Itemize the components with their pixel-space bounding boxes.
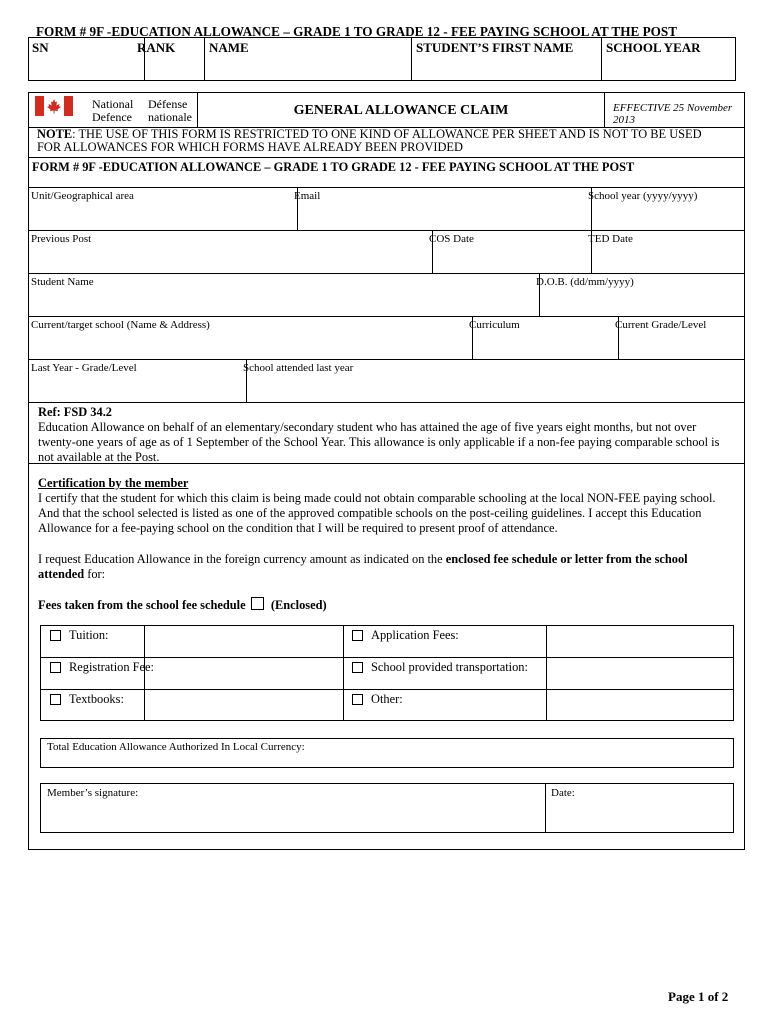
dept-defence-text: Defence — [92, 110, 132, 124]
fees-schedule-row — [38, 597, 327, 613]
row-posting — [28, 231, 745, 274]
last-year-grade-label: Last Year - Grade/Level — [31, 362, 137, 374]
dept-nationale-text: nationale — [148, 110, 192, 124]
effective-date: EFFECTIVE 25 November 2013 — [613, 102, 733, 126]
transportation-label: School provided transportation: — [371, 660, 528, 674]
dept-logo-block — [28, 92, 198, 128]
note-label: NOTE — [37, 127, 73, 141]
dob-label: D.O.B. (dd/mm/yyyy) — [536, 276, 634, 288]
fees-enclosed-checkbox[interactable] — [251, 597, 264, 610]
name-field[interactable] — [204, 38, 420, 80]
note-text-line1: : THE USE OF THIS FORM IS RESTRICTED TO ONE KIND OF ALLOWANCE PER SHEET AND IS NOT TO BE USED — [72, 127, 702, 141]
ref-heading: Ref: FSD 34.2 — [38, 405, 112, 419]
claim-title: GENERAL ALLOWANCE CLAIM — [198, 92, 605, 128]
current-grade-label: Current Grade/Level — [615, 319, 707, 331]
email-field[interactable] — [291, 188, 592, 230]
sn-label: SN — [32, 40, 49, 55]
curriculum-field[interactable] — [466, 317, 619, 359]
sn-field[interactable] — [28, 38, 152, 80]
current-school-field[interactable] — [28, 317, 473, 359]
fees-grid-divider — [343, 626, 344, 720]
name-label: NAME — [209, 40, 249, 55]
first-name-label: STUDENT’S FIRST NAME — [416, 40, 574, 55]
student-name-label: Student Name — [31, 276, 94, 288]
school-attended-label: School attended last year — [243, 362, 354, 374]
current-grade-field[interactable] — [612, 317, 751, 359]
textbooks-amount-field[interactable] — [145, 690, 343, 720]
application-fees-label: Application Fees: — [371, 628, 459, 642]
school-year-field[interactable] — [601, 38, 745, 80]
signature-row — [40, 783, 734, 833]
registration-fee-checkbox[interactable] — [50, 662, 61, 673]
tuition-label: Tuition: — [69, 628, 109, 642]
signature-field[interactable] — [41, 784, 546, 832]
dept-national-text: National — [92, 97, 134, 111]
cos-date-label: COS Date — [429, 233, 474, 245]
previous-post-field[interactable] — [28, 231, 433, 273]
tuition-amount-field[interactable] — [145, 626, 343, 657]
ted-date-label: TED Date — [588, 233, 633, 245]
row-unit-email — [28, 188, 745, 231]
school-year-input-label: School year (yyyy/yyyy) — [588, 190, 698, 202]
school-year-label: SCHOOL YEAR — [606, 40, 701, 55]
transportation-checkbox[interactable] — [352, 662, 363, 673]
ref-text-line2: twenty-one years of age as of 1 September of the School Year. This allowance is only applicable if a non-fee paying comparable school is — [38, 435, 720, 449]
form-title: FORM # 9F -EDUCATION ALLOWANCE – GRADE 1 TO GRADE 12 - FEE PAYING SCHOOL AT THE POST — [28, 158, 745, 188]
date-field[interactable] — [546, 784, 733, 832]
transportation-amount-field[interactable] — [547, 658, 733, 689]
date-label: Date: — [551, 787, 575, 799]
unit-field[interactable] — [28, 188, 298, 230]
cos-date-field[interactable] — [426, 231, 592, 273]
enclosed-label: (Enclosed) — [270, 598, 327, 612]
rank-label: RANK — [137, 40, 176, 55]
textbooks-label: Textbooks: — [69, 692, 124, 706]
top-form-title: FORM # 9F -EDUCATION ALLOWANCE – GRADE 1 TO GRADE 12 - FEE PAYING SCHOOL AT THE POST — [36, 24, 678, 39]
row-school — [28, 317, 745, 360]
textbooks-checkbox[interactable] — [50, 694, 61, 705]
school-attended-field[interactable] — [240, 360, 751, 402]
dept-name-fr — [148, 98, 192, 124]
email-label: Email — [294, 190, 321, 202]
other-label: Other: — [371, 692, 403, 706]
other-amount-field[interactable] — [547, 690, 733, 720]
current-school-label: Current/target school (Name & Address) — [31, 319, 210, 331]
claim-header — [28, 92, 745, 128]
tuition-checkbox[interactable] — [50, 630, 61, 641]
request-statement — [38, 552, 738, 582]
school-year-input[interactable] — [585, 188, 751, 230]
request-bold: enclosed fee schedule or letter from the school — [445, 552, 688, 566]
certification-line2: And that the school selected is listed as one of the approved compatible schools on the post-ceiling guidelines. I accept this Education — [38, 506, 702, 520]
application-fees-checkbox[interactable] — [352, 630, 363, 641]
dept-defense-text: Défense — [148, 97, 188, 111]
fees-grid — [40, 625, 734, 721]
signature-label: Member’s signature: — [47, 787, 139, 799]
member-id-table — [28, 37, 736, 81]
registration-fee-label: Registration Fee: — [69, 660, 154, 674]
request-suffix: for: — [84, 567, 106, 581]
curriculum-label: Curriculum — [469, 319, 520, 331]
request-prefix: I request Education Allowance in the foreign currency amount as indicated on the — [38, 552, 446, 566]
note-text-line2: FOR ALLOWANCES FOR WHICH FORMS HAVE ALREADY BEEN PROVIDED — [37, 140, 463, 154]
previous-post-label: Previous Post — [31, 233, 92, 245]
ted-date-field[interactable] — [585, 231, 751, 273]
certification-heading: Certification by the member — [38, 476, 189, 490]
student-name-field[interactable] — [28, 274, 540, 316]
first-name-field[interactable] — [411, 38, 610, 80]
request-bold-attended: attended — [38, 567, 85, 581]
registration-fee-amount-field[interactable] — [145, 658, 343, 689]
ref-block — [28, 405, 745, 464]
total-allowance-field[interactable] — [40, 738, 734, 768]
row-last-year — [28, 360, 745, 403]
fees-schedule-label: Fees taken from the school fee schedule — [38, 598, 246, 612]
dob-field[interactable] — [533, 274, 751, 316]
ref-text-line3: not available at the Post. — [38, 450, 160, 464]
dept-name-en — [92, 98, 133, 124]
certification-line1: I certify that the student for which this claim is being made could not obtain comparable schooling at the local NON-FEE paying school. — [38, 491, 716, 505]
row-student — [28, 274, 745, 317]
certification-line3: Allowance for a fee-paying school on the condition that I will be required to present proof of attendance. — [38, 521, 558, 535]
page-number: Page 1 of 2 — [668, 989, 729, 1004]
last-year-grade-field[interactable] — [28, 360, 247, 402]
total-allowance-label: Total Education Allowance Authorized In Local Currency: — [47, 741, 305, 753]
unit-label: Unit/Geographical area — [31, 190, 134, 202]
ref-text-line1: Education Allowance on behalf of an elementary/secondary student who has attained the age of five years eight months, but not over — [38, 420, 697, 434]
rank-field[interactable] — [137, 38, 213, 80]
canada-flag-icon — [35, 96, 73, 116]
application-fees-amount-field[interactable] — [547, 626, 733, 657]
other-checkbox[interactable] — [352, 694, 363, 705]
note-block — [28, 128, 745, 158]
certification-block — [38, 476, 738, 536]
